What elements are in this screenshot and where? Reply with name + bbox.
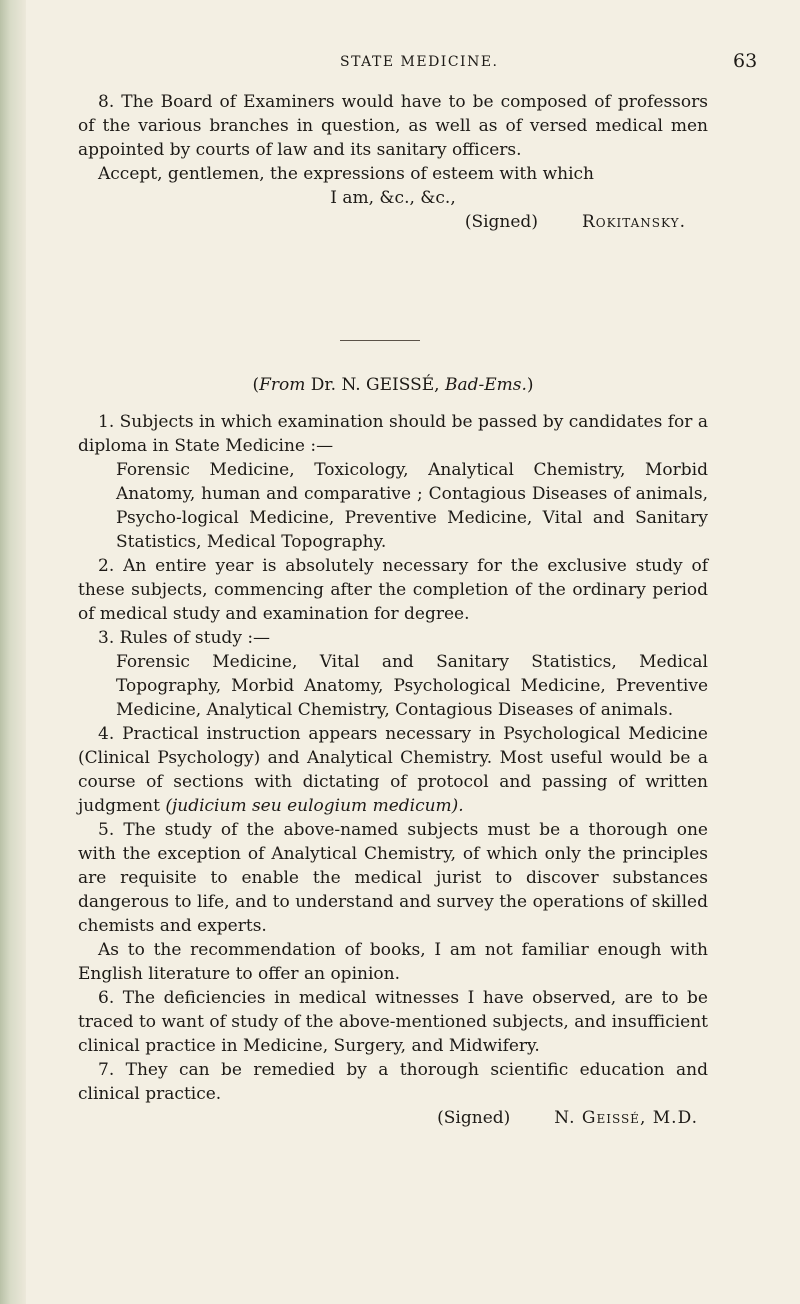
answer-2: 2. An entire year is absolutely necessary for the exclusive study of these subjects, commencing after the completion of the ordinary period of medical study and examination for degree. — [78, 556, 708, 624]
answer-1: 1. Subjects in which examination should be passed by candidates for a diploma in State Medicine :— — [78, 412, 708, 456]
signature-rokitansky — [78, 210, 708, 234]
page-number: 63 — [733, 50, 758, 72]
section-heading: (From Dr. N. GEISSÉ, Bad-Ems.) — [252, 375, 534, 395]
from-prefix: From — [259, 375, 306, 395]
i-am-line: I am, &c., &c., — [330, 188, 456, 208]
item-8-paragraph: 8. The Board of Examiners would have to be composed of professors of the various branches in question, as well as of versed medical men appointed by courts of law and its sanitary officers. — [78, 92, 708, 160]
signed-label: (Signed) — [437, 1108, 511, 1128]
letter-conclusion — [78, 90, 708, 234]
answer-5: 5. The study of the above-named subjects must be a thorough one with the exception of Analytical Chemistry, of which only the principles are requisite to enable the medical jurist to discover substances dangerous to life, and to understand and survey the operations of skilled chemists and experts. — [78, 820, 708, 936]
from-place: Bad-Ems. — [444, 375, 527, 395]
answer-3: 3. Rules of study :— — [98, 628, 271, 648]
from-author: Dr. N. GEISSÉ, — [305, 375, 445, 395]
answer-1-subjects: Forensic Medicine, Toxicology, Analytical Chemistry, Morbid Anatomy, human and comparative ; Contagious Diseases of animals, Psycho-logical Medicine, Preventive Medicine, Vital and Sanitary Statistics, Medical Topography. — [116, 460, 708, 552]
books-remark: As to the recommendation of books, I am not familiar enough with English literature to offer an opinion. — [78, 940, 708, 984]
closing-line: Accept, gentlemen, the expressions of esteem with which — [98, 164, 594, 184]
section-divider — [340, 340, 420, 341]
signed-label: (Signed) — [464, 212, 538, 232]
answer-4 — [78, 722, 708, 818]
answer-7: 7. They can be remedied by a thorough scientific education and clinical practice. — [78, 1060, 708, 1104]
answer-4-text: 4. Practical instruction appears necessary in Psychological Medicine (Clinical Psychology) and Analytical Chemistry. Most useful would be a course of sections with dictating of protocol and passing of written judgment — [78, 724, 708, 816]
answer-4-latin: (judicium seu eulogium medicum). — [165, 796, 464, 816]
running-header: STATE MEDICINE. — [340, 54, 499, 70]
geisse-answers — [78, 410, 708, 1130]
answer-3-subjects: Forensic Medicine, Vital and Sanitary Statistics, Medical Topography, Morbid Anatomy, Psychological Medicine, Preventive Medicine, Analytical Chemistry, Contagious Diseases of animals. — [116, 652, 708, 720]
signature-geisse — [78, 1106, 708, 1130]
signatory-name: Rokitansky. — [581, 212, 686, 232]
signatory-name: N. Geissé, M.D. — [554, 1108, 698, 1128]
answer-6: 6. The deficiencies in medical witnesses I have observed, are to be traced to want of study of the above-mentioned subjects, and insufficient clinical practice in Medicine, Surgery, and Midwifery. — [78, 988, 708, 1056]
